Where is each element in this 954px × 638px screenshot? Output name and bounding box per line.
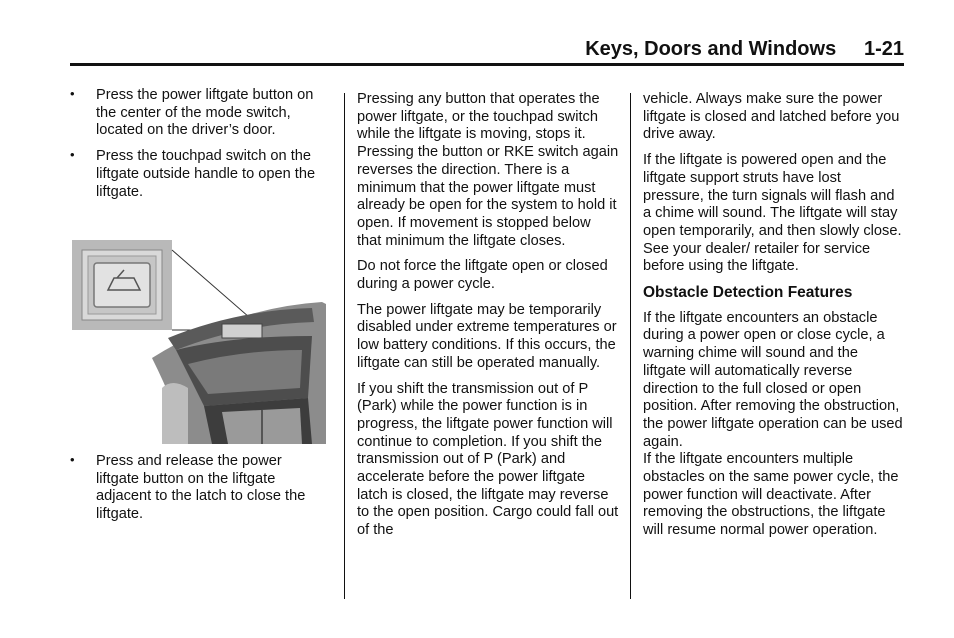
paragraph: The power liftgate may be temporarily disabled under extreme temperatures or low battery conditions. If this occurs, the liftgate can still be operated manually. [357,301,617,371]
liftgate-illustration [72,238,326,444]
bullet-text: Press the power liftgate button on the center of the mode switch, located on the driver’s door. [96,87,314,139]
header-rule [70,63,904,66]
paragraph: If you shift the transmission out of P (Park) while the power function is in progress, the liftgate power function will continue to completion. If you shift the transmission out of P (Park) and accelerate before the power liftgate latch is closed, the liftgate may reverse to the open position. Cargo could fall out of the [357,380,619,539]
column-2 [357,91,619,548]
bullet-item [70,453,320,524]
column-3 [643,91,905,548]
paragraph: Pressing any button that operates the power liftgate, or the touchpad switch while the liftgate is moving, stops it. Pressing the button or RKE switch again reverses the direction. There is a minimum that the power liftgate must already be open for the system to hold it open. If movement is stopped below that minimum the liftgate closes. [357,91,619,249]
page-header [70,36,904,66]
paragraph: If the liftgate encounters an obstacle during a power open or close cycle, a warning chime will sound and the liftgate will automatically reverse direction to the full closed or open position. After removing the obstruction, the power liftgate operation can be used again. [643,309,903,450]
column-1-continued [70,453,320,532]
paragraph: Do not force the liftgate open or closed during a power cycle. [357,258,608,293]
bullet-item [70,148,320,201]
bullet-item [70,87,320,140]
bullet-text: Press the touchpad switch on the liftgate outside handle to open the liftgate. [96,148,316,200]
paragraph: vehicle. Always make sure the power liftgate is closed and latched before you drive away. [643,91,900,143]
section-heading: Obstacle Detection Features [643,284,853,302]
column-divider-2 [630,93,631,599]
liftgate-illustration-svg [72,238,326,444]
bullet-text: Press and release the power liftgate button on the liftgate adjacent to the latch to close the liftgate. [96,453,306,523]
bullet-icon: • [70,86,75,101]
column-1 [70,87,320,209]
bullet-icon: • [70,452,75,467]
page-title: Keys, Doors and Windows 1-21 [585,38,904,60]
paragraph: If the liftgate is powered open and the liftgate support struts have lost pressure, the turn signals will flash and a chime will sound. The liftgate will stay open temporarily, and then slowly close. See your dealer/ retailer for service before using the liftgate. [643,152,902,275]
bullet-icon: • [70,147,75,163]
column-divider-1 [344,93,345,599]
paragraph: If the liftgate encounters multiple obstacles on the same power cycle, the power function will deactivate. After removing the obstructions, the liftgate will resume normal power operation. [643,451,899,539]
